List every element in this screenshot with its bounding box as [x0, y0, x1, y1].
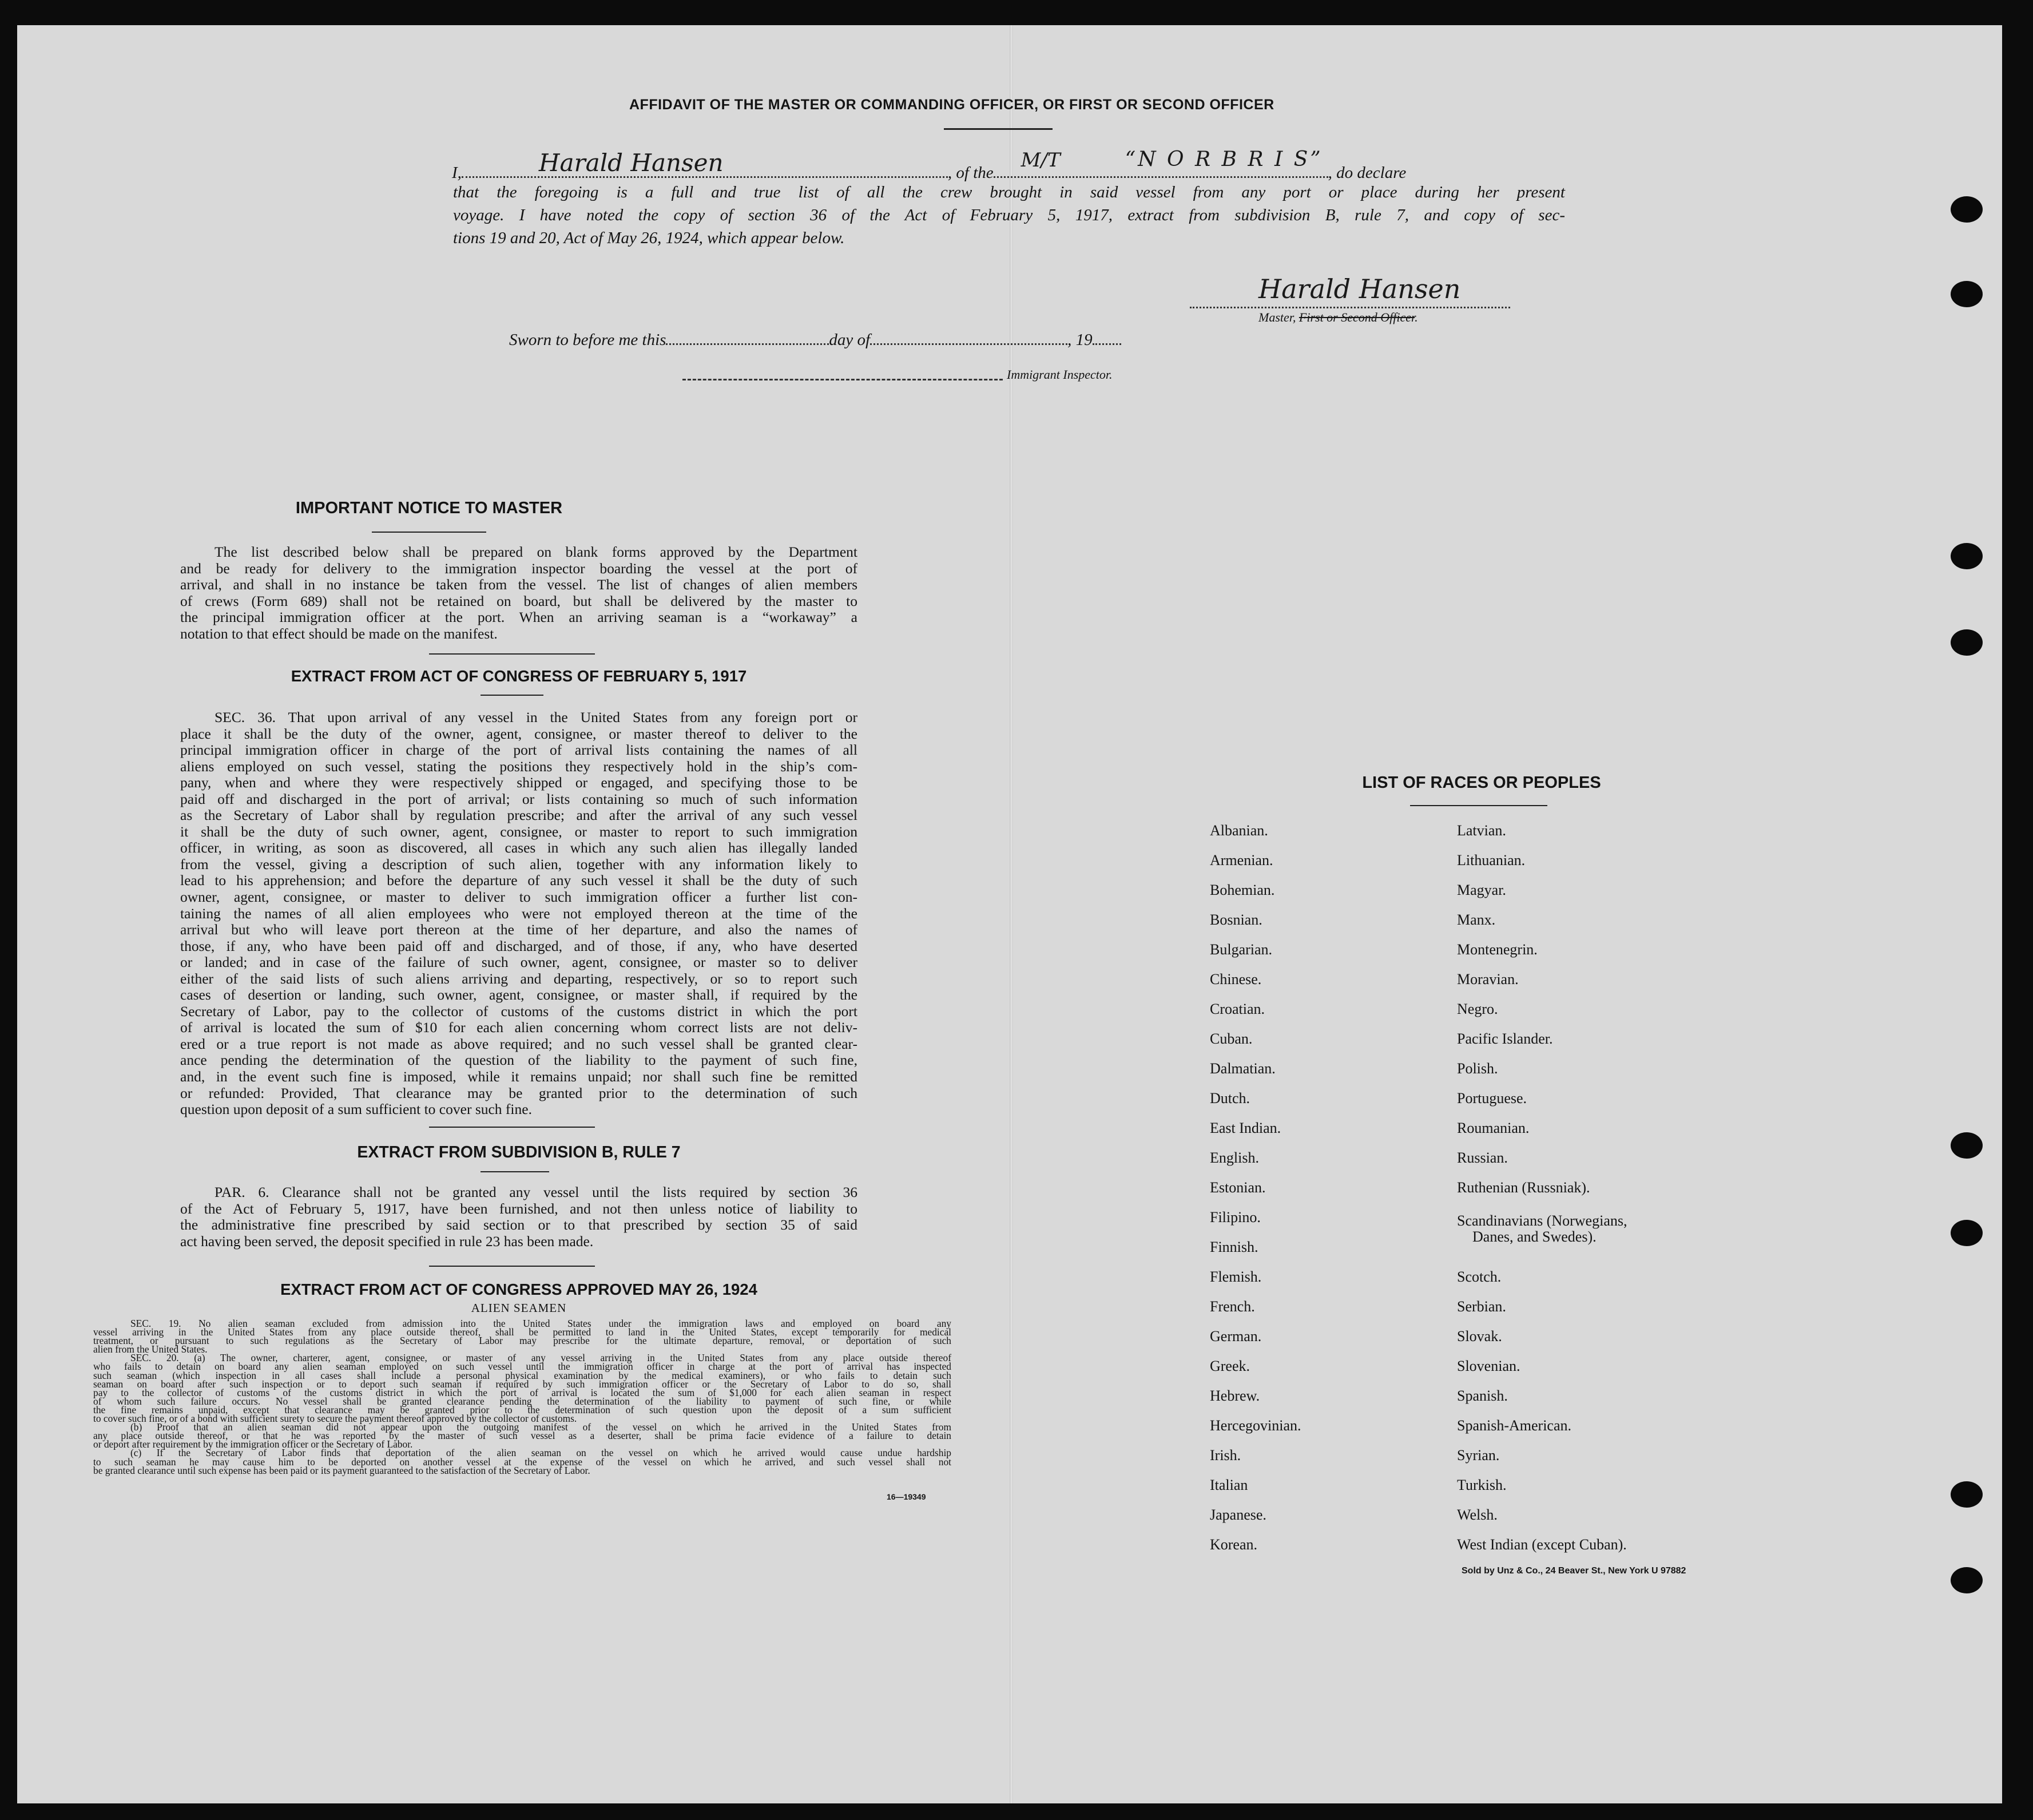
affidavit-title: AFFIDAVIT OF THE MASTER OR COMMANDING OFFICER, OR FIRST OR SECOND OFFICER: [629, 97, 1274, 113]
act1917-line: Secretary of Labor, pay to the collector of customs of the customs district in which the port: [180, 1002, 857, 1020]
notice-text: [180, 544, 857, 642]
notice-line: arrival, and shall in no instance be taken from the vessel. The list of changes of alien members: [180, 576, 857, 593]
act1917-line: those, if any, who have been paid off and discharged, and of those, if any, who have deserted: [180, 937, 857, 954]
race-right-item: Pacific Islander.: [1457, 1030, 1553, 1047]
affidavit-body: [453, 181, 1565, 249]
race-left-item: Estonian.: [1210, 1179, 1266, 1196]
race-left-item: Irish.: [1210, 1447, 1241, 1464]
race-right-item: Portuguese.: [1457, 1090, 1527, 1107]
affidavit-line-3: voyage. I have noted the copy of section 36 of the Act of February 5, 1917, extract from subdivision B, rule 7, and copy of sec-: [453, 206, 1565, 224]
act1917-title: EXTRACT FROM ACT OF CONGRESS OF FEBRUARY 5, 1917: [291, 667, 747, 685]
master-label: Master,: [1258, 310, 1296, 324]
race-left-item: Cuban.: [1210, 1030, 1253, 1047]
sworn-day-label: day of: [829, 331, 871, 349]
act1917-line: question upon deposit of a sum sufficient to cover such fine.: [180, 1101, 532, 1118]
rule7-line: act having been served, the deposit specified in rule 23 has been made.: [180, 1232, 594, 1250]
act1924-line: such seaman (which inspection in all cases shall include a personal physical examination by the medical examiners), or who fails to detain such: [93, 1369, 951, 1381]
race-right-item: Turkish.: [1457, 1477, 1507, 1493]
race-left-item: Hebrew.: [1210, 1387, 1260, 1404]
affidavit-do-declare: , do declare: [1328, 164, 1407, 182]
sold-by-imprint: Sold by Unz & Co., 24 Beaver St., New York U 97882: [1462, 1566, 1686, 1576]
race-right-item: Spanish-American.: [1457, 1417, 1572, 1434]
caption-period: .: [1415, 310, 1418, 324]
vessel-name-handwritten: “N O R B R I S”: [1125, 148, 1323, 171]
sworn-year-blank: [1093, 327, 1121, 345]
act1924-line: (b) Proof that an alien seaman did not appear upon the outgoing manifest of the vessel on which he arrived in the United States from: [130, 1421, 951, 1433]
act1917-line: as the Secretary of Labor shall by regulation prescribe; and after the arrival of any such vessel: [180, 807, 857, 824]
affidavit-pre-name: I,: [452, 164, 462, 182]
title-underline: [944, 128, 1053, 130]
act1924-line: the fine remains unpaid, except that clearance may be granted prior to the determination of such question upon the deposit of a sum sufficient: [93, 1403, 951, 1415]
act1924-line: vessel arriving in the United States from any place outside thereof, shall be permitted to land in the United States, except temporarily for medical: [93, 1326, 951, 1338]
vessel-blank: [994, 148, 1328, 178]
inspector-label: Immigrant Inspector.: [1007, 367, 1113, 382]
center-fold: [1010, 25, 1013, 1803]
race-left-item: French.: [1210, 1298, 1255, 1315]
race-left-item: Flemish.: [1210, 1268, 1262, 1285]
races-underline: [1410, 805, 1547, 806]
master-name-handwritten: Harald Hansen: [538, 149, 724, 177]
sworn-month-blank: [870, 327, 1067, 345]
race-left-item: East Indian.: [1210, 1120, 1281, 1136]
race-left-item: Filipino.: [1210, 1209, 1261, 1226]
vessel-type-handwritten: M/T: [1021, 149, 1061, 172]
sworn-prefix: Sworn to before me this: [509, 331, 666, 349]
race-left-item: Bosnian.: [1210, 911, 1262, 928]
race-left-item: Bohemian.: [1210, 882, 1275, 898]
race-left-item: Japanese.: [1210, 1506, 1266, 1523]
race-left-item: Hercegovinian.: [1210, 1417, 1301, 1434]
race-right-item: Danes, and Swedes).: [1472, 1228, 1597, 1245]
race-right-item: Magyar.: [1457, 882, 1506, 898]
act1924-line: seaman on board after such inspection or to deport such seaman if required by such immigration officer or the Secretary of Labor to do so, shall: [93, 1378, 951, 1390]
rule7-line: of the Act of February 5, 1917, have been furnished, and not then unless notice of liability to: [180, 1200, 857, 1217]
act1924-line: to such seaman he may cause him to be deported on another vessel at the expense of the vessel on which he arrived, and such vessel shall not: [93, 1456, 951, 1468]
affidavit-of-the: , of the: [947, 164, 994, 182]
act1917-line: SEC. 36. That upon arrival of any vessel in the United States from any foreign port or: [215, 709, 857, 725]
rule7-underline: [481, 1171, 549, 1172]
act1924-line: SEC. 19. No alien seaman excluded from admission into the United States under the immigration laws and employed on board any: [130, 1318, 951, 1329]
act1917-line: officer, in writing, as soon as discovered, all cases in which any such alien has illegally landed: [180, 839, 857, 857]
document-page: [17, 25, 2002, 1803]
race-right-item: Syrian.: [1457, 1447, 1500, 1464]
notice-line: of crews (Form 689) shall not be retained on board, but shall be delivered by the master to: [180, 592, 857, 609]
race-left-item: Finnish.: [1210, 1239, 1258, 1255]
act1917-underline: [481, 695, 543, 696]
race-right-item: Negro.: [1457, 1001, 1498, 1017]
races-title: LIST OF RACES OR PEOPLES: [1362, 774, 1601, 792]
race-right-item: West Indian (except Cuban).: [1457, 1536, 1627, 1553]
act1924-line: pay to the collector of customs of the customs district in which the port of arrival is located the sum of $1,000 for each alien seaman in respect: [93, 1386, 951, 1398]
rule7-title: EXTRACT FROM SUBDIVISION B, RULE 7: [357, 1143, 681, 1161]
race-right-item: Moravian.: [1457, 971, 1519, 988]
notice-line: the principal immigration officer at the port. When an arriving seaman is a “workaway” a: [180, 609, 857, 625]
affidavit-line-2: that the foregoing is a full and true list of all the crew brought in said vessel from any port or place during her present: [453, 183, 1565, 201]
race-left-item: Armenian.: [1210, 852, 1273, 869]
act1917-line: cases of desertion or landing, such owner, agent, consignee, or master shall, if required by the: [180, 986, 857, 1004]
section-divider: [429, 1266, 595, 1267]
race-right-item: Lithuanian.: [1457, 852, 1526, 869]
notice-underline: [372, 532, 486, 533]
affidavit-line-1: [452, 148, 1407, 183]
name-blank: [462, 149, 948, 178]
act1917-line: and, in the event such fine is imposed, while it remains unpaid; nor shall such fine be remitted: [180, 1068, 857, 1085]
notice-line: and be ready for delivery to the immigration inspector boarding the vessel at the port of: [180, 560, 857, 577]
punch-hole: [1951, 1132, 1983, 1159]
race-right-item: Montenegrin.: [1457, 941, 1538, 958]
race-left-item: German.: [1210, 1328, 1262, 1345]
rule7-line: PAR. 6. Clearance shall not be granted any vessel until the lists required by section 36: [215, 1184, 857, 1200]
rule7-line: the administrative fine prescribed by said section or to that prescribed by section 35 of said: [180, 1216, 857, 1233]
race-right-item: Roumanian.: [1457, 1120, 1530, 1136]
race-right-item: Slovak.: [1457, 1328, 1502, 1345]
race-left-item: Chinese.: [1210, 971, 1262, 988]
act1924-subtitle: ALIEN SEAMEN: [471, 1301, 567, 1315]
signature-caption: [1258, 310, 1418, 325]
act1917-line: principal immigration officer in charge of the port of arrival lists containing the names of all: [180, 742, 857, 759]
act1917-line: place it shall be the duty of the owner, agent, consignee, or master thereof to deliver to the: [180, 725, 857, 742]
race-left-item: Bulgarian.: [1210, 941, 1273, 958]
act1924-line: or deport after requirement by the immigration officer or the Secretary of Labor.: [93, 1438, 413, 1450]
notice-line: notation to that effect should be made on the manifest.: [180, 625, 498, 642]
race-left-item: Greek.: [1210, 1358, 1250, 1374]
rule7-text: [180, 1184, 857, 1250]
sworn-year-label: , 19: [1067, 331, 1093, 349]
race-right-item: Scotch.: [1457, 1268, 1502, 1285]
act1917-line: either of the said lists of such aliens arriving and departing, respectively, or so to report such: [180, 970, 857, 987]
officer-label-struck: First or Second Officer: [1299, 310, 1415, 324]
race-right-item: Manx.: [1457, 911, 1496, 928]
act1917-line: arrival but who will leave port thereon at the time of her departure, and also the names of: [180, 921, 857, 938]
act1924-line: to cover such fine, or of a bond with sufficient surety to secure the payment thereof approved by the collector of customs.: [93, 1413, 577, 1425]
race-right-item: Serbian.: [1457, 1298, 1506, 1315]
punch-hole: [1951, 1567, 1983, 1593]
act1924-line: alien from the United States.: [93, 1343, 208, 1355]
inspector-signature-line: [682, 366, 1003, 380]
punch-hole: [1951, 1481, 1983, 1508]
act1917-line: it shall be the duty of such owner, agent, consignee, or master to report to such immigration: [180, 823, 857, 840]
race-left-item: Italian: [1210, 1477, 1248, 1493]
act1917-line: lead to his apprehension; and before the departure of any such vessel it shall be the duty of such: [180, 872, 857, 889]
punch-hole: [1951, 629, 1983, 656]
form-number: 16—19349: [887, 1492, 926, 1501]
act1924-title: EXTRACT FROM ACT OF CONGRESS APPROVED MAY 26, 1924: [280, 1280, 757, 1298]
section-divider: [429, 653, 595, 655]
race-left-item: Albanian.: [1210, 822, 1268, 839]
race-right-item: Russian.: [1457, 1149, 1508, 1166]
act1924-line: any place outside thereof, or that he was reported by the master of such vessel as a deserter, shall be prima facie evidence of a failure to detain: [93, 1430, 951, 1442]
act1917-line: ance pending the determination of the question of the liability to the payment of such fine,: [180, 1052, 857, 1069]
act1924-line: of whom such failure occurs. No vessel shall be granted clearance pending the determination of the liability to payment of such fine, or while: [93, 1395, 951, 1407]
act1917-line: pany, when and where they were respectively shipped or engaged, and specifying those to be: [180, 774, 857, 791]
sworn-day-blank: [666, 327, 829, 345]
race-right-item: Ruthenian (Russniak).: [1457, 1179, 1590, 1196]
race-left-item: Korean.: [1210, 1536, 1258, 1553]
act1917-line: taining the names of all alien employees who were not employed thereon at the time of the: [180, 905, 857, 922]
act1924-text: [93, 1319, 951, 1475]
act1924-line: (c) If the Secretary of Labor finds that deportation of the alien seaman on the vessel on which he arrived would cause undue hardship: [130, 1447, 951, 1459]
affidavit-line-4: tions 19 and 20, Act of May 26, 1924, which appear below.: [453, 229, 845, 247]
sworn-line: [509, 327, 1121, 350]
act1917-text: [180, 709, 857, 1118]
act1917-line: owner, agent, consignee, or master to deliver to such immigration officer a further list con-: [180, 889, 857, 906]
notice-line: The list described below shall be prepared on blank forms approved by the Department: [215, 544, 857, 560]
punch-hole: [1951, 196, 1983, 223]
signature-line: [1190, 273, 1510, 308]
notice-title: IMPORTANT NOTICE TO MASTER: [295, 499, 563, 517]
race-right-item: Spanish.: [1457, 1387, 1508, 1404]
act1917-line: ered or a true report is not made as above required; and no such vessel shall be granted clear-: [180, 1035, 857, 1052]
act1917-line: from the vessel, giving a description of such alien, together with any information likely to: [180, 855, 857, 873]
act1924-line: be granted clearance until such expense has been paid or its payment guaranteed to the satisfaction of the Secretary of Labor.: [93, 1464, 590, 1476]
master-signature: Harald Hansen: [1258, 273, 1461, 304]
act1917-line: or refunded: Provided, That clearance may be granted prior to the determination of such: [180, 1084, 857, 1101]
race-right-item: Polish.: [1457, 1060, 1498, 1077]
punch-hole: [1951, 1220, 1983, 1246]
race-right-item: Welsh.: [1457, 1506, 1498, 1523]
act1917-line: paid off and discharged in the port of arrival; or lists containing so much of such information: [180, 790, 857, 807]
act1924-line: SEC. 20. (a) The owner, charterer, agent, consignee, or master of any vessel arriving in the United States from any place outside thereof: [130, 1352, 951, 1364]
race-left-item: Dutch.: [1210, 1090, 1250, 1107]
punch-hole: [1951, 281, 1983, 307]
race-left-item: Dalmatian.: [1210, 1060, 1276, 1077]
race-left-item: Croatian.: [1210, 1001, 1265, 1017]
race-right-item: Scandinavians (Norwegians,: [1457, 1212, 1627, 1229]
race-right-item: Slovenian.: [1457, 1358, 1520, 1374]
act1917-line: or landed; and in case of the failure of such owner, agent, consignee, or master so to deliver: [180, 954, 857, 971]
act1917-line: aliens employed on such vessel, stating the positions they respectively hold in the ship’s com-: [180, 758, 857, 775]
section-divider: [429, 1127, 595, 1128]
act1924-line: who fails to detain on board any alien seaman employed on such vessel until the immigration officer in charge at the port of arrival has inspected: [93, 1361, 951, 1373]
race-right-item: Latvian.: [1457, 822, 1506, 839]
race-left-item: English.: [1210, 1149, 1259, 1166]
punch-hole: [1951, 543, 1983, 569]
act1924-line: treatment, or pursuant to such regulations as the Secretary of Labor may prescribe for the ultimate departure, removal, or deportation of such: [93, 1335, 951, 1347]
act1917-line: of arrival is located the sum of $10 for each alien concerning whom correct lists are not deliv-: [180, 1019, 857, 1036]
